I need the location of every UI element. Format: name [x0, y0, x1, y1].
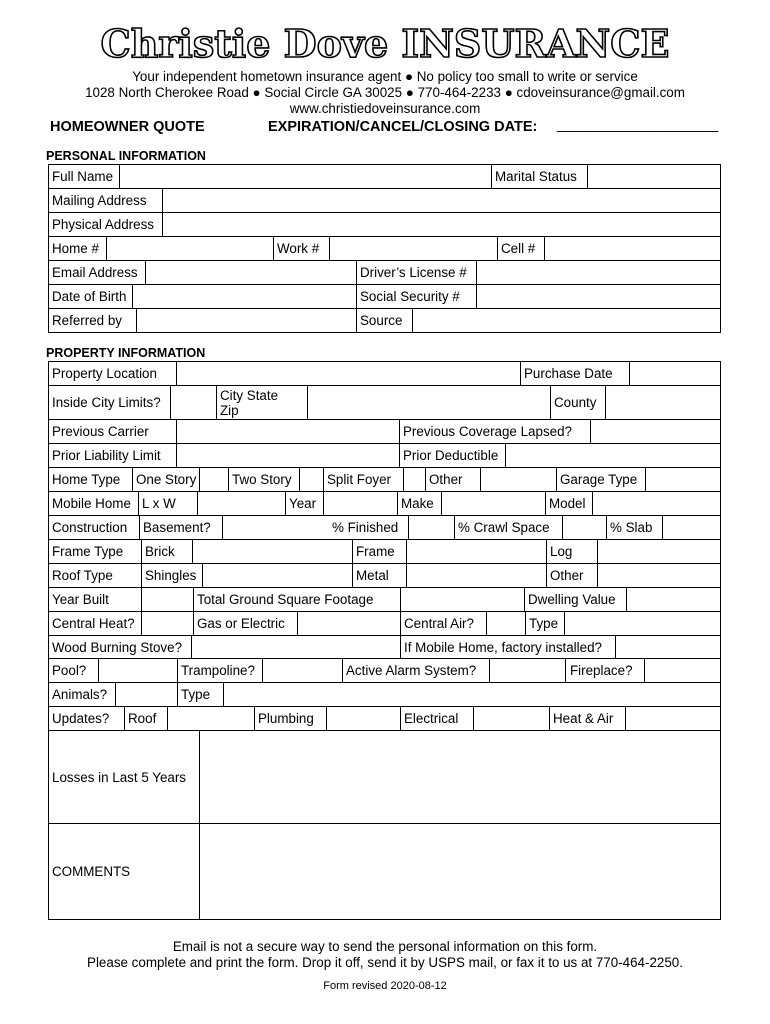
row-comments — [49, 824, 720, 920]
pct-finished-label: % Finished — [332, 520, 399, 535]
plumbing-label: Plumbing — [254, 707, 326, 730]
wood-stove-input[interactable] — [191, 636, 400, 658]
row-losses — [49, 731, 720, 824]
pct-crawl-input[interactable] — [562, 516, 607, 539]
prior-deductible-label: Prior Deductible — [399, 444, 505, 467]
county-input[interactable] — [605, 386, 720, 419]
roof-update-label: Roof — [124, 707, 168, 730]
row-construction — [49, 516, 720, 540]
website-link[interactable]: www.christiedoveinsurance.com — [289, 101, 481, 116]
prior-liability-label: Prior Liability Limit — [52, 448, 161, 463]
model-label: Model — [545, 492, 593, 515]
row-mailing — [49, 189, 720, 213]
shingles-label: Shingles — [141, 564, 203, 587]
year-label: Year — [285, 492, 323, 515]
log-input[interactable] — [597, 540, 720, 563]
prev-carrier-label: Previous Carrier — [52, 424, 149, 439]
ssn-input[interactable] — [476, 285, 720, 308]
one-story-checkbox[interactable] — [199, 468, 229, 491]
agency-address: 1028 North Cherokee Road ● Social Circle GA 30025 ● 770-464-2233 ● cdoveinsurance@gmail.com — [85, 85, 685, 100]
physical-address-label: Physical Address — [52, 217, 154, 232]
central-air-input[interactable] — [486, 612, 525, 635]
make-input[interactable] — [441, 492, 545, 515]
electrical-input[interactable] — [473, 707, 549, 730]
roof-update-input[interactable] — [167, 707, 254, 730]
mailing-address-label: Mailing Address — [52, 193, 147, 208]
losses-label: Losses in Last 5 Years — [52, 769, 186, 785]
one-story-label: One Story — [132, 468, 200, 491]
dwelling-value-input[interactable] — [626, 588, 720, 611]
personal-info-table — [48, 164, 721, 333]
pool-label: Pool? — [52, 663, 87, 678]
gas-electric-label: Gas or Electric — [193, 612, 298, 635]
home-phone-input[interactable] — [106, 237, 273, 260]
row-central-heat — [49, 612, 720, 636]
mailing-address-input[interactable] — [162, 189, 720, 212]
home-type-other-label: Other — [425, 468, 481, 491]
total-sqft-label: Total Ground Square Footage — [193, 588, 400, 611]
row-phones — [49, 237, 720, 261]
source-label: Source — [356, 309, 413, 332]
expiration-label: EXPIRATION/CANCEL/CLOSING DATE: — [268, 119, 538, 135]
roof-other-label: Other — [546, 564, 598, 587]
roof-other-input[interactable] — [597, 564, 720, 587]
heat-air-input[interactable] — [625, 707, 720, 730]
frame-input[interactable] — [406, 540, 546, 563]
brick-label: Brick — [141, 540, 193, 563]
source-input[interactable] — [412, 309, 720, 332]
prev-lapsed-label: Previous Coverage Lapsed? — [399, 420, 590, 443]
city-state-zip-label — [216, 386, 308, 419]
row-wood-stove — [49, 636, 720, 659]
row-mobile — [49, 492, 720, 516]
fireplace-label: Fireplace? — [565, 659, 645, 682]
comments-input[interactable] — [199, 824, 720, 919]
lxw-input[interactable] — [197, 492, 285, 515]
dob-input[interactable] — [132, 285, 356, 308]
city-state-text: City State — [220, 387, 279, 403]
central-heat-label: Central Heat? — [52, 616, 135, 631]
row-roof-type — [49, 564, 720, 588]
total-sqft-input[interactable] — [400, 588, 524, 611]
central-heat-input[interactable] — [141, 612, 194, 635]
year-input[interactable] — [323, 492, 397, 515]
drivers-license-label: Driver’s License # — [356, 261, 477, 284]
basement-label: Basement? — [139, 516, 223, 539]
row-updates — [49, 707, 720, 731]
animals-input[interactable] — [115, 683, 178, 706]
company-logo: Christie Dove INSURANCE — [100, 21, 670, 66]
alarm-label: Active Alarm System? — [342, 659, 489, 682]
mobile-factory-label: If Mobile Home, factory installed? — [400, 636, 616, 658]
frame-type-label: Frame Type — [52, 544, 124, 559]
trampoline-input[interactable] — [262, 659, 342, 682]
expiration-date-field[interactable]: ____________________ — [557, 117, 719, 133]
referred-by-input[interactable] — [136, 309, 356, 332]
mobile-factory-input[interactable] — [615, 636, 720, 658]
pct-finished-input[interactable] — [408, 516, 454, 539]
comments-label: COMMENTS — [52, 864, 131, 879]
work-phone-input[interactable] — [329, 237, 497, 260]
mobile-home-label: Mobile Home — [52, 496, 131, 511]
fireplace-input[interactable] — [644, 659, 720, 682]
row-prev-carrier — [49, 420, 720, 444]
row-prior-liability — [49, 444, 720, 468]
two-story-label: Two Story — [228, 468, 299, 491]
roof-type-label: Roof Type — [52, 568, 113, 583]
row-physical — [49, 213, 720, 237]
pct-slab-input[interactable] — [662, 516, 720, 539]
dwelling-value-label: Dwelling Value — [524, 588, 627, 611]
metal-label: Metal — [352, 564, 407, 587]
full-name-label: Full Name — [52, 169, 114, 184]
county-label: County — [550, 386, 606, 419]
pct-slab-label: % Slab — [606, 516, 663, 539]
inside-city-label: Inside City Limits? — [52, 395, 161, 410]
tagline: Your independent hometown insurance agent ● No policy too small to write or service — [132, 69, 638, 84]
animals-label: Animals? — [52, 687, 108, 702]
row-dob — [49, 285, 720, 309]
log-label: Log — [546, 540, 598, 563]
referred-by-label: Referred by — [52, 313, 122, 328]
personal-section-title: PERSONAL INFORMATION — [46, 149, 206, 163]
garage-type-input[interactable] — [645, 468, 720, 491]
security-notice: Email is not a secure way to send the personal information on this form. — [172, 939, 598, 954]
garage-type-label: Garage Type — [556, 468, 645, 491]
zip-text: Zip — [220, 402, 239, 418]
form-title: HOMEOWNER QUOTE — [50, 119, 205, 135]
marital-status-input[interactable] — [587, 165, 720, 188]
gas-electric-input[interactable] — [297, 612, 400, 635]
two-story-checkbox[interactable] — [299, 468, 324, 491]
trampoline-label: Trampoline? — [177, 659, 263, 682]
row-animals — [49, 683, 720, 707]
central-air-label: Central Air? — [400, 612, 487, 635]
full-name-input[interactable] — [119, 165, 540, 188]
prev-lapsed-input[interactable] — [590, 420, 720, 443]
prev-carrier-input[interactable] — [176, 420, 399, 443]
property-location-label: Property Location — [52, 366, 157, 381]
pool-input[interactable] — [98, 659, 178, 682]
dob-label: Date of Birth — [52, 289, 127, 304]
ac-type-label: Type — [525, 612, 565, 635]
losses-input[interactable] — [199, 731, 720, 823]
row-email — [49, 261, 720, 285]
split-foyer-checkbox[interactable] — [403, 468, 425, 491]
wood-stove-label: Wood Burning Stove? — [52, 639, 183, 655]
physical-address-input[interactable] — [162, 213, 720, 236]
construction-label: Construction — [52, 520, 128, 535]
updates-label: Updates? — [52, 711, 110, 726]
drivers-license-input[interactable] — [476, 261, 720, 284]
ac-type-input[interactable] — [564, 612, 720, 635]
property-section-title: PROPERTY INFORMATION — [46, 346, 206, 360]
city-state-zip-input[interactable] — [307, 386, 550, 419]
pct-crawl-label: % Crawl Space — [454, 516, 564, 539]
row-full-name — [49, 165, 720, 189]
year-built-input[interactable] — [141, 588, 194, 611]
row-frame-type — [49, 540, 720, 564]
property-location-input[interactable] — [176, 362, 520, 385]
electrical-label: Electrical — [400, 707, 474, 730]
metal-input[interactable] — [406, 564, 546, 587]
shingles-input[interactable] — [202, 564, 352, 587]
home-type-other-input[interactable] — [480, 468, 556, 491]
form-revision: Form revised 2020-08-12 — [323, 980, 447, 992]
row-referred — [49, 309, 720, 333]
cell-phone-label: Cell # — [497, 237, 545, 260]
home-type-label: Home Type — [52, 472, 121, 487]
row-year-built — [49, 588, 720, 612]
prior-liability-input[interactable] — [176, 444, 399, 467]
submit-instructions: Please complete and print the form. Drop it off, send it by USPS mail, or fax it to us at 770-464-2250. — [87, 955, 683, 970]
model-input[interactable] — [592, 492, 720, 515]
home-phone-label: Home # — [52, 241, 99, 256]
animals-type-label: Type — [177, 683, 224, 706]
row-location — [49, 362, 720, 386]
prior-deductible-input[interactable] — [505, 444, 720, 467]
animals-type-input[interactable] — [223, 683, 720, 706]
brick-input[interactable] — [192, 540, 352, 563]
row-city — [49, 386, 720, 420]
purchase-date-label: Purchase Date — [520, 362, 629, 385]
split-foyer-label: Split Foyer — [323, 468, 403, 491]
work-phone-label: Work # — [273, 237, 330, 260]
inside-city-input[interactable] — [170, 386, 217, 419]
basement-input[interactable] — [222, 516, 329, 539]
row-home-type — [49, 468, 720, 492]
ssn-label: Social Security # — [356, 285, 477, 308]
plumbing-input[interactable] — [326, 707, 401, 730]
cell-phone-input[interactable] — [544, 237, 720, 260]
row-pool — [49, 659, 720, 683]
email-label: Email Address — [52, 265, 138, 280]
frame-label: Frame — [352, 540, 407, 563]
purchase-date-input[interactable] — [629, 362, 720, 385]
lxw-label: L x W — [138, 492, 197, 515]
make-label: Make — [397, 492, 442, 515]
alarm-input[interactable] — [489, 659, 565, 682]
heat-air-label: Heat & Air — [549, 707, 626, 730]
email-input[interactable] — [145, 261, 356, 284]
marital-status-label: Marital Status — [491, 165, 588, 188]
property-info-table — [48, 361, 721, 920]
year-built-label: Year Built — [52, 592, 109, 607]
